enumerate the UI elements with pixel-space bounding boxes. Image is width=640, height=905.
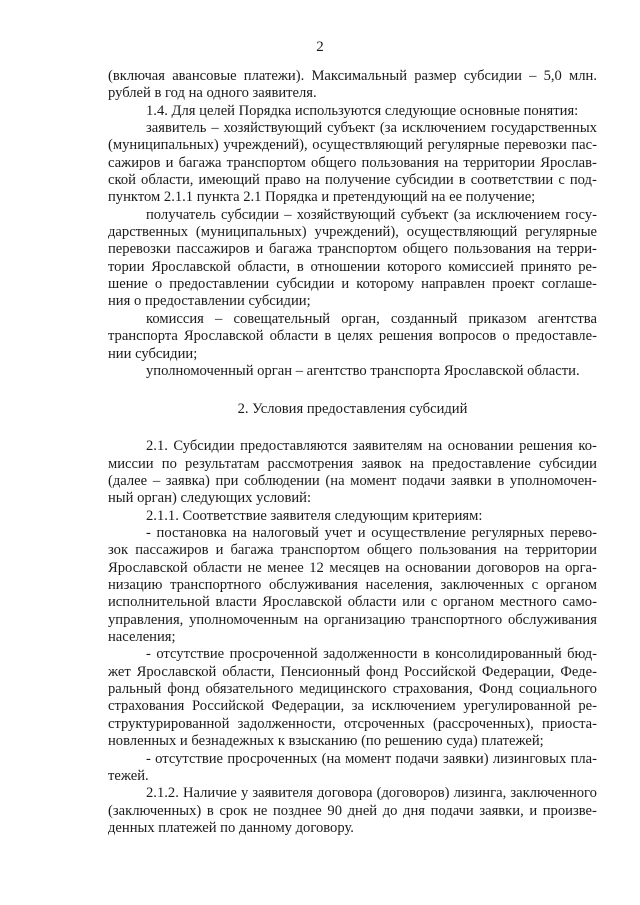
word: размер: [414, 68, 457, 84]
word: Ярослав-: [540, 154, 597, 171]
word: заключенного: [510, 785, 597, 802]
word: урегулированной: [463, 698, 571, 715]
word: Наличие: [182, 785, 237, 802]
word: на: [536, 241, 552, 258]
word: -: [146, 750, 151, 767]
word: на: [232, 525, 247, 542]
word: общего: [311, 154, 357, 171]
word: медицинского: [299, 681, 387, 698]
text-line: [108, 137, 597, 154]
word: отношении: [310, 258, 381, 275]
word: миссии: [108, 455, 154, 472]
word: произве-: [542, 802, 597, 819]
word: платежи).: [243, 68, 305, 84]
word: исключением: [371, 698, 456, 715]
word: 2.1.: [146, 438, 168, 455]
word: регулярные: [525, 224, 597, 241]
word: предоставлении: [169, 276, 270, 293]
word: на: [427, 438, 443, 455]
word: до: [382, 802, 398, 819]
word: –: [211, 120, 219, 137]
text-line: [108, 85, 597, 102]
word: багажа: [269, 241, 312, 258]
text-line: [108, 751, 597, 768]
word: просроченной: [229, 646, 318, 663]
text-line: [108, 646, 597, 663]
word: авансовые: [172, 68, 237, 84]
word: орга-: [564, 559, 597, 576]
word: консолидированный: [435, 646, 562, 663]
word: на: [444, 154, 459, 171]
word: управления,: [108, 611, 184, 628]
word: млн.: [569, 68, 597, 84]
word: структурированной: [108, 715, 230, 732]
word: на: [545, 559, 560, 576]
word: решения: [519, 438, 573, 455]
word: органом: [545, 577, 597, 594]
word: фонд: [366, 663, 399, 680]
word: и: [341, 276, 350, 293]
word: транспортом: [226, 154, 306, 171]
word: ре-: [578, 698, 597, 715]
word: (договоров): [376, 785, 450, 802]
word: субъект: [327, 120, 375, 137]
word: госу-: [565, 206, 597, 223]
word: совещательный: [233, 310, 331, 327]
word: результатам: [185, 455, 260, 472]
word: подачи: [430, 802, 474, 819]
word: отсутствие: [155, 750, 224, 767]
word: предоставляются: [240, 438, 348, 455]
word: не: [247, 559, 262, 576]
word: учреждений),: [223, 137, 308, 154]
word: приказом: [468, 310, 527, 327]
paragraph-gap: [108, 380, 597, 400]
word: комиссией: [448, 258, 514, 275]
text-line: [108, 241, 597, 258]
word: Пенсионный: [280, 663, 361, 680]
word: субъект: [400, 206, 449, 223]
word: осуществляющий: [406, 224, 518, 241]
word: о: [154, 276, 163, 293]
line-text: пунктом 2.1.1 пункта 2.1 Порядка и претендующий на ее получение;: [108, 189, 536, 206]
text-line: [108, 311, 597, 328]
text-line: [108, 155, 597, 172]
text-line: [108, 207, 597, 224]
word: лизинговых: [492, 750, 567, 767]
word: за: [351, 698, 364, 715]
word: субсидии: [220, 206, 280, 223]
word: ко-: [578, 438, 597, 455]
line-text: новленных и безнадежных к взысканию (по решению суда) платежей;: [108, 733, 544, 750]
text-line: [108, 577, 597, 594]
word: дней: [347, 802, 378, 819]
word: и: [215, 542, 224, 559]
word: субсидии: [276, 276, 335, 293]
word: населения,: [365, 577, 433, 594]
word: обслуживания: [507, 611, 597, 628]
word: страхования: [108, 698, 185, 715]
line-text: 2.1.1. Соответствие заявителя следующим критериям:: [146, 507, 483, 524]
word: зок: [108, 542, 129, 559]
word: и: [255, 241, 264, 258]
text-line: [108, 664, 597, 681]
word: на: [409, 455, 424, 472]
word: исполнительной: [108, 594, 210, 611]
word: Максимальный: [311, 68, 408, 84]
word: на: [385, 559, 400, 576]
word: агентства: [537, 310, 597, 327]
text-line: [108, 224, 597, 241]
word: социального: [519, 681, 597, 698]
word: и: [165, 154, 174, 171]
word: соглаше-: [541, 276, 597, 293]
word: учреждений),: [314, 224, 399, 241]
word: Ярославской: [151, 258, 231, 275]
word: осуществляющий: [312, 137, 423, 154]
word: хозяйствующий: [223, 120, 323, 137]
word: с: [430, 594, 438, 611]
word: ской: [108, 172, 136, 189]
word: организацию: [323, 611, 406, 628]
text-line: [108, 803, 597, 820]
word: перево-: [549, 525, 597, 542]
word: приоста-: [542, 715, 597, 732]
word: (далее: [108, 473, 148, 489]
word: пассажиров: [135, 542, 209, 559]
word: низацию: [108, 577, 163, 594]
text-line: [108, 120, 597, 137]
word: области,: [237, 258, 291, 275]
page-number: 2: [316, 39, 324, 55]
word: хозяйствующий: [296, 206, 396, 223]
word: местного: [499, 594, 557, 611]
word: 90: [327, 802, 342, 819]
word: общего: [366, 542, 413, 559]
word: общего: [402, 241, 449, 258]
word: на: [305, 172, 320, 189]
word: заявки,: [479, 802, 524, 819]
word: по: [161, 455, 177, 472]
word: заявки): [442, 750, 489, 767]
word: отсроченных: [343, 715, 425, 732]
word: области,: [222, 663, 275, 680]
section-heading-text: 2. Условия предоставления субсидий: [237, 400, 468, 417]
word: получение: [325, 172, 391, 189]
word: орган,: [341, 310, 380, 327]
word: заявителям: [352, 438, 423, 455]
word: Ярославской: [108, 559, 188, 576]
word: дня: [403, 802, 425, 819]
word: заявка): [165, 473, 210, 489]
word: срок: [219, 802, 248, 819]
word: транспортного: [170, 577, 262, 594]
word: под-: [569, 172, 597, 189]
paragraph-gap: [108, 418, 597, 438]
word: области: [193, 559, 242, 576]
word: соответствии: [470, 172, 554, 189]
word: в: [497, 473, 505, 489]
word: пользования: [419, 542, 497, 559]
word: бюд-: [567, 646, 597, 663]
word: государственных: [490, 120, 597, 137]
word: страхования,: [392, 681, 473, 698]
word: у: [240, 785, 249, 802]
word: соблюдении: [244, 473, 320, 489]
word: или: [402, 594, 426, 611]
word: созданный: [390, 310, 458, 327]
word: (за: [379, 120, 397, 137]
word: налоговый: [252, 525, 319, 542]
word: и: [529, 802, 538, 819]
word: –: [215, 310, 223, 327]
word: в: [206, 802, 214, 819]
word: ре-: [578, 258, 597, 275]
word: учет: [324, 525, 353, 542]
word: пла-: [570, 750, 597, 767]
word: заявки: [450, 473, 492, 489]
word: задолженности,: [237, 715, 336, 732]
word: органом: [442, 594, 495, 611]
word: субсидии: [538, 455, 597, 472]
text-line: [108, 276, 597, 293]
word: дарственных: [108, 224, 189, 241]
word: которому: [356, 276, 415, 293]
text-line: [108, 346, 597, 363]
word: заключенных: [440, 577, 524, 594]
word: шение: [108, 276, 148, 293]
word: подачи: [395, 750, 439, 767]
text-line: [108, 473, 597, 490]
word: Российской: [191, 698, 264, 715]
word: –: [284, 206, 292, 223]
word: (включая: [108, 68, 165, 84]
word: Субсидии: [173, 438, 235, 455]
text-line: [108, 525, 597, 542]
text-line: [108, 103, 597, 120]
word: в: [296, 258, 304, 275]
word: которого: [387, 258, 442, 275]
word: ральный: [108, 681, 162, 698]
word: области: [347, 594, 397, 611]
word: -: [146, 525, 151, 542]
line-text: ный орган) следующих условий:: [108, 490, 312, 507]
text-line: [108, 594, 597, 611]
word: заявитель: [146, 120, 207, 137]
text-line: [108, 363, 597, 380]
text-line: [108, 68, 597, 85]
text-line: [108, 698, 597, 715]
word: Фонд: [478, 681, 513, 698]
word: на: [503, 542, 519, 559]
word: договора: [316, 785, 373, 802]
text-line: [108, 629, 597, 646]
word: проект: [492, 276, 535, 293]
text-line: [108, 456, 597, 473]
word: направлен: [421, 276, 486, 293]
word: территории: [463, 154, 536, 171]
word: (на: [325, 473, 345, 489]
document-body: [108, 68, 597, 837]
text-line: [108, 768, 597, 785]
text-line: [108, 681, 597, 698]
word: обслуживания: [268, 577, 358, 594]
word: момент: [345, 750, 392, 767]
word: субсидии: [463, 68, 522, 84]
text-line: [108, 542, 597, 559]
word: -: [146, 646, 151, 663]
word: договоров: [476, 559, 540, 576]
word: в: [458, 172, 466, 189]
word: транспортом: [280, 542, 360, 559]
text-line: [108, 189, 597, 206]
word: право: [264, 172, 301, 189]
text-line: [108, 438, 597, 455]
text-line: [108, 785, 597, 802]
word: принято: [520, 258, 572, 275]
word: с: [558, 172, 565, 189]
word: багажа: [178, 154, 222, 171]
word: терри-: [556, 241, 597, 258]
word: пас-: [571, 137, 597, 154]
word: получатель: [146, 206, 216, 223]
word: Российской: [404, 663, 476, 680]
word: момент: [350, 473, 397, 489]
word: перевозки: [108, 241, 171, 258]
word: тории: [108, 258, 145, 275]
word: имеющий: [198, 172, 260, 189]
word: отсутствие: [156, 646, 225, 663]
word: (муниципальных): [195, 224, 307, 241]
word: позднее: [272, 802, 322, 819]
word: не: [253, 802, 268, 819]
word: менее: [267, 559, 304, 576]
word: в: [324, 328, 332, 345]
text-line: [108, 612, 597, 629]
word: (на: [321, 750, 341, 767]
word: основании: [447, 438, 514, 455]
word: субсидии: [395, 172, 454, 189]
word: целях: [337, 328, 373, 345]
word: транспортом: [317, 241, 397, 258]
text-line: [108, 560, 597, 577]
word: просроченных: [227, 750, 318, 767]
word: обязательного: [205, 681, 294, 698]
word: –: [152, 473, 161, 489]
line-text: денных платежей по данному договору.: [108, 819, 354, 836]
word: области,: [141, 172, 194, 189]
word: уполномоченным: [189, 611, 299, 628]
word: задолженности: [323, 646, 418, 663]
section-heading: [108, 401, 597, 418]
text-line: [108, 259, 597, 276]
word: (рассроченных),: [432, 715, 534, 732]
line-text: рублей в год на одного заявителя.: [108, 85, 317, 102]
word: постановка: [156, 525, 227, 542]
text-line: [108, 172, 597, 189]
word: с: [531, 577, 539, 594]
word: лизинга,: [453, 785, 507, 802]
word: решения: [378, 328, 433, 345]
word: уполномочен-: [509, 473, 597, 489]
word: заявителя: [252, 785, 313, 802]
word: транспорта: [108, 328, 178, 345]
word: комиссия: [146, 310, 204, 327]
text-line: [108, 490, 597, 507]
word: транспортного: [410, 611, 503, 628]
word: (заключенных): [108, 802, 202, 819]
text-line: [108, 293, 597, 310]
word: предоставле-: [515, 328, 597, 345]
word: Ярославской: [183, 328, 264, 345]
word: исключением: [475, 206, 561, 223]
word: на: [303, 611, 319, 628]
word: само-: [562, 594, 597, 611]
word: 12: [309, 559, 324, 576]
line-text: населения;: [108, 629, 176, 646]
word: перевозки: [503, 137, 567, 154]
text-line: [108, 733, 597, 750]
word: (за: [453, 206, 471, 223]
word: фонд: [167, 681, 200, 698]
text-line: [108, 716, 597, 733]
word: сажиров: [108, 154, 161, 171]
word: исключением: [401, 120, 487, 137]
word: 2.1.2.: [146, 785, 179, 802]
text-line: [108, 820, 597, 837]
word: вопросов: [438, 328, 497, 345]
word: месяцев: [329, 559, 380, 576]
line-text: нии субсидии;: [108, 345, 198, 362]
word: власти: [215, 594, 257, 611]
word: пассажиров: [176, 241, 250, 258]
text-line: [108, 328, 597, 345]
word: Федерации,: [271, 698, 345, 715]
word: осуществление: [371, 525, 466, 542]
word: территории: [525, 542, 597, 559]
line-text: ния о предоставлении субсидии;: [108, 293, 311, 310]
word: жет: [108, 663, 131, 680]
word: пользования: [453, 241, 532, 258]
word: в: [422, 646, 430, 663]
word: предоставление: [432, 455, 531, 472]
word: при: [215, 473, 239, 489]
line-text: тежей.: [108, 767, 149, 784]
word: о: [502, 328, 510, 345]
word: Федерации,: [481, 663, 555, 680]
line-text: 1.4. Для целей Порядка используются следующие основные понятия:: [146, 102, 579, 119]
word: 5,0: [543, 68, 562, 84]
word: пользования: [361, 154, 439, 171]
word: и: [357, 525, 366, 542]
word: багажа: [230, 542, 274, 559]
word: –: [529, 68, 537, 84]
word: Ярославской: [136, 663, 217, 680]
word: основании: [405, 559, 471, 576]
word: заявок: [361, 455, 402, 472]
line-text: уполномоченный орган – агентство транспорта Ярославской области.: [146, 362, 580, 379]
word: области: [269, 328, 319, 345]
word: регулярные: [427, 137, 500, 154]
word: (муниципальных): [108, 137, 219, 154]
word: рассмотрения: [267, 455, 354, 472]
word: подачи: [402, 473, 446, 489]
word: регулярных: [471, 525, 545, 542]
text-line: [108, 508, 597, 525]
word: Ярославской: [262, 594, 342, 611]
word: Феде-: [560, 663, 597, 680]
